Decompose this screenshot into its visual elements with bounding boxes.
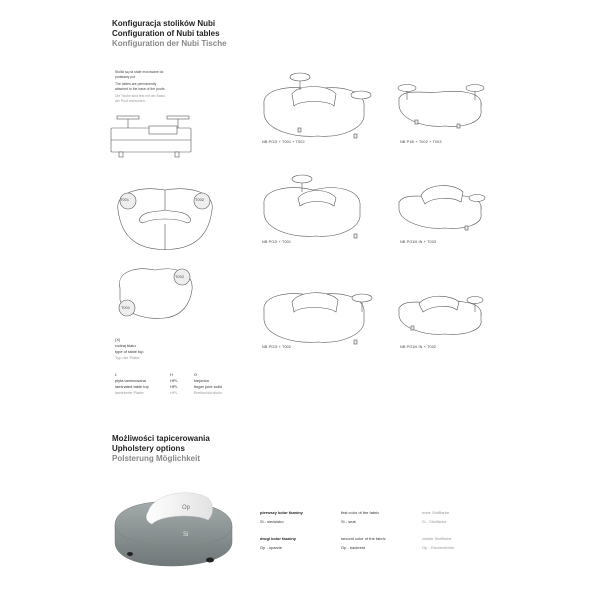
back-tag: Op: [182, 505, 191, 511]
table-top-en: type of table top: [115, 349, 144, 354]
table-top-pl: rodzaj blatu: [115, 343, 136, 348]
second-color-en: second color of the fabric: [341, 536, 386, 541]
config-label-5: NB PO2l + T002: [262, 345, 292, 349]
second-color-en-sub: Op - backrest: [341, 545, 366, 550]
table-top-de: Typ der Platte: [115, 355, 140, 360]
config-drawing-4: [395, 178, 485, 238]
config-label-2: NB P1lll + T002 + T003: [400, 140, 442, 144]
title-de: Konfiguration der Nubi Tische: [112, 39, 227, 48]
title-en: Configuration of Nubi tables: [112, 29, 220, 38]
config-label-3: NB PO2l + T001: [262, 240, 292, 244]
table-label-t001-a: T001: [120, 198, 130, 202]
first-color-pl-sub: Si - siedzisko: [260, 519, 284, 524]
table-top-option-h: H HPL HPL HPL: [170, 372, 178, 395]
table-label-t002-b: T002: [175, 275, 185, 279]
first-color-pl: pierwszy kolor tkaniny: [260, 510, 303, 515]
config-drawing-6: [395, 290, 485, 345]
table-top-code: (X): [115, 337, 121, 342]
config-label-1: NB PO2l + T001 + T002: [262, 140, 305, 144]
plan-view-pouf-two-tables: [110, 180, 220, 260]
config-label-6: NB PO1lll IN + T002: [400, 345, 437, 349]
upholstery-title-en: Upholstery options: [112, 444, 185, 453]
side-elevation-drawing: [105, 110, 205, 165]
seat-tag: Si: [183, 532, 189, 538]
upholstery-pouf-image: [110, 480, 240, 570]
table-label-t001-b: T001: [121, 306, 131, 310]
first-color-en-sub: Si - seat: [341, 519, 356, 524]
upholstery-title-pl: Możliwości tapicerowania: [112, 434, 210, 443]
second-color-de: zweite Stofffarbe: [422, 536, 452, 541]
second-color-pl: drugi kolor tkaniny: [260, 536, 297, 541]
note-de: Die Tische sind fest mit der Basis der Pouf verbunden.: [115, 94, 165, 103]
note-pl: Stoliki są na stałe mocowane do podstawy puf.: [115, 70, 164, 79]
table-top-option-l: L płyta laminowana laminated table top laminierte Platte: [115, 372, 149, 395]
first-color-de-sub: Si - Sitzfläche: [422, 519, 447, 524]
second-color-de-sub: Op - Rückenlehne: [422, 545, 455, 550]
title-pl: Konfiguracja stolików Nubi: [112, 19, 216, 28]
config-drawing-5: [258, 280, 378, 350]
config-drawing-2: [395, 78, 485, 138]
first-color-en: first color of the fabric: [341, 510, 380, 515]
config-drawing-3: [258, 172, 368, 244]
plan-view-pouf-small: [110, 260, 200, 325]
first-color-de: erste Stofffarbe: [422, 510, 450, 515]
note-en: The tables are permanently attached to the base of the poufs.: [115, 82, 166, 91]
config-drawing-1: [258, 72, 378, 147]
second-color-pl-sub: Op - oparcie: [260, 545, 283, 550]
table-label-t002-a: T002: [195, 198, 205, 202]
table-top-option-o: O klejonka finger joint solid Breitschichtholz: [194, 372, 223, 395]
upholstery-title-de: Polsterung Möglichkeit: [112, 454, 201, 463]
config-label-4: NB PO1lll IN + T003: [400, 240, 437, 244]
